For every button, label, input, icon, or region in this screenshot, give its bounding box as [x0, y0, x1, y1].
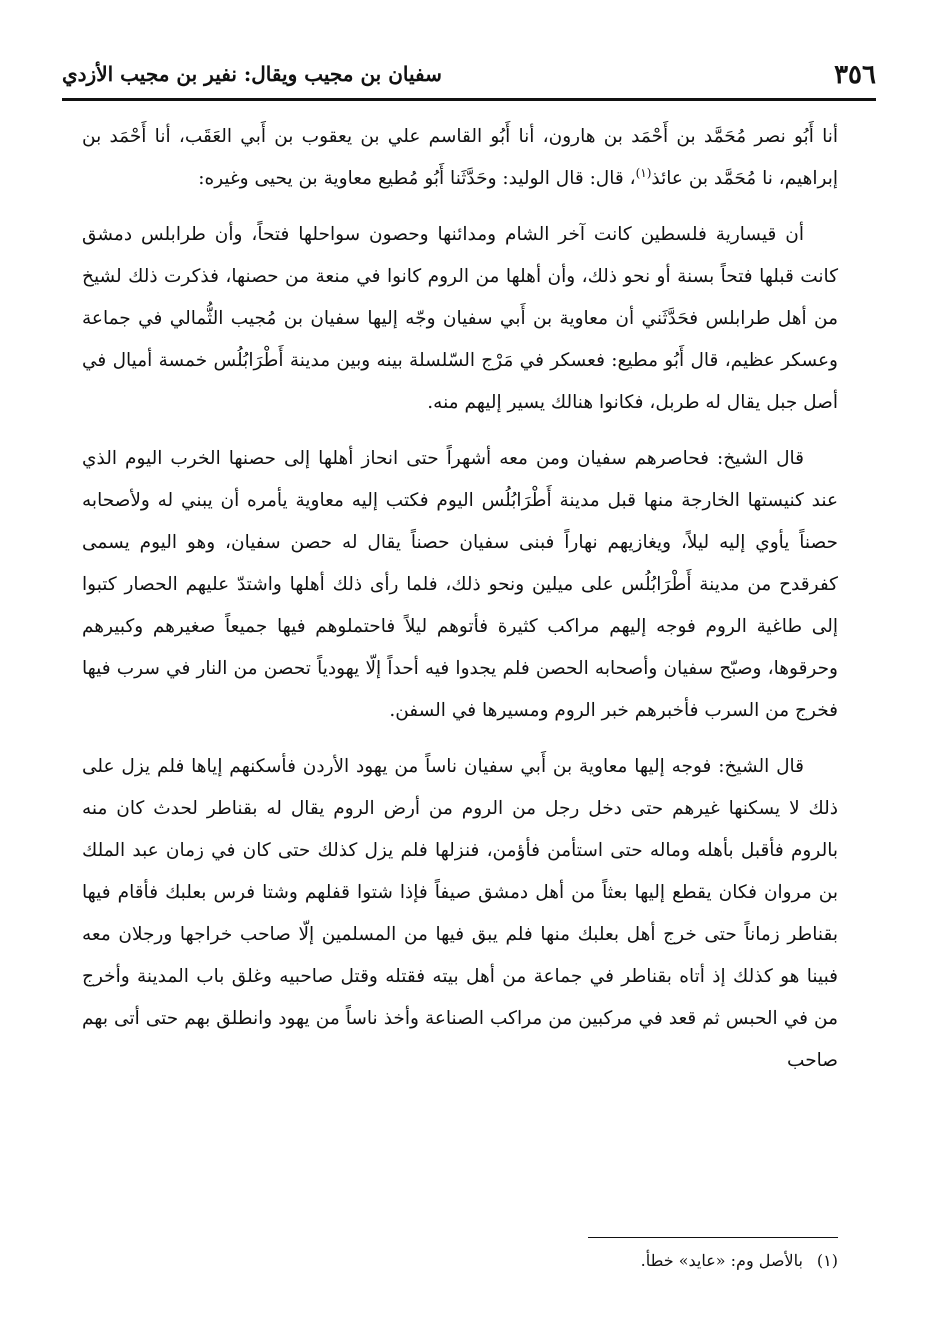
paragraph-4: قال الشيخ: فوجه إليها معاوية بن أَبي سفيان ناساً من يهود الأردن فأسكنهم إياها فلم يزل على ذلك لا يسكنها غيرهم حتى دخل رجل من الروم من أرض الروم يقال له بقناطر لحدث كان منه بالروم فأقبل بأهله وماله حتى استأمن فأؤمن، فنزلها فلم يزل كذلك حتى كان في زمان عبد الملك بن مروان فكان يقطع إليها بعثاً من أهل دمشق صيفاً فإذا شتوا قفلهم وشتا فرس بعلبك فأقام فيها بقناطر زماناً حتى خرج أهل بعلبك منها فلم يبق فيها من المسلمين إلّا صاحب خراجها ورجلان معه فبينا هو كذلك إذ أتاه بقناطر في جماعة من أهل بيته فقتله وقتل صاحبيه وغلق باب المدينة وأخرج من في الحبس ثم قعد في مركبين من مراكب الصناعة وأخذ ناساً من يهود وانطلق بهم حتى أتى بهم صاحب: [82, 756, 838, 1071]
paragraph-isnad-text-end: ، قال: قال الوليد: وحَدَّثَنا أَبُو مُطيع معاوية بن يحيى وغيره:: [198, 168, 636, 189]
footnote-number: (١): [816, 1251, 838, 1270]
page-number: ٣٥٦: [834, 60, 876, 90]
paragraph-2: أن قيسارية فلسطين كانت آخر الشام ومدائنها وحصون سواحلها فتحاً، وأن طرابلس دمشق كانت قبلها فتحاً بسنة أو نحو ذلك، وأن أهلها من الروم كانوا في منعة من حصنها، فذكرت ذلك لشيخ من أهل طرابلس فحَدَّثَني أن معاوية بن أَبي سفيان وجّه إليها سفيان بن مُجيب الثُّمالي في جماعة وعسكر عظيم، قال أَبُو مطيع: فعسكر في مَرْج السّلسلة بينه وبين مدينة أَطْرَابُلُس خمسة أميال في أصل جبل يقال له طربل، فكانوا هنالك يسير إليهم منه.: [82, 224, 838, 413]
main-text: [82, 116, 838, 1082]
footnote: [82, 1248, 838, 1274]
footnote-text: بالأصل وم: «عايد» خطأ.: [640, 1251, 803, 1270]
running-title: سفيان بن مجيب ويقال: نفير بن مجيب الأزدي: [62, 62, 442, 86]
footnote-divider: [588, 1237, 838, 1238]
header-divider: [62, 98, 876, 101]
paragraph-isnad-text: أنا أَبُو نصر مُحَمَّد بن أَحْمَد بن هارون، أنا أَبُو القاسم علي بن يعقوب بن أَبي العَقَب، أنا أَحْمَد بن إبراهيم، نا مُحَمَّد بن عائذ: [82, 126, 838, 189]
paragraph-isnad: [82, 116, 838, 200]
paragraph-3: قال الشيخ: فحاصرهم سفيان ومن معه أشهراً حتى انحاز أهلها إلى حصنها الخرب اليوم الذي عند كنيستها الخارجة منها قبل مدينة أَطْرَابُلُس اليوم فكتب إليه معاوية يأمره أن يبني له ولأصحابه حصناً يأوي إليه ليلاً، ويغازيهم نهاراً فبنى سفيان حصناً يقال له حصن سفيان، وهو اليوم يسمى كفرقدح من مدينة أَطْرَابُلُس على ميلين ونحو ذلك، فلما رأى ذلك أهلها واشتدّ عليهم الحصار كتبوا إلى طاغية الروم فوجه إليهم مراكب كثيرة فأتوهم ليلاً فاحتملوهم فيها جميعاً صغيرهم وكبيرهم وحرقوها، وصبّح سفيان وأصحابه الحصن فلم يجدوا فيه أحداً إلّا يهودياً تحصن من النار في سرب فيها فخرج من السرب فأخبرهم خبر الروم ومسيرها في السفن.: [82, 448, 838, 721]
page-header: [62, 56, 876, 96]
footnote-reference[interactable]: (١): [635, 165, 652, 180]
